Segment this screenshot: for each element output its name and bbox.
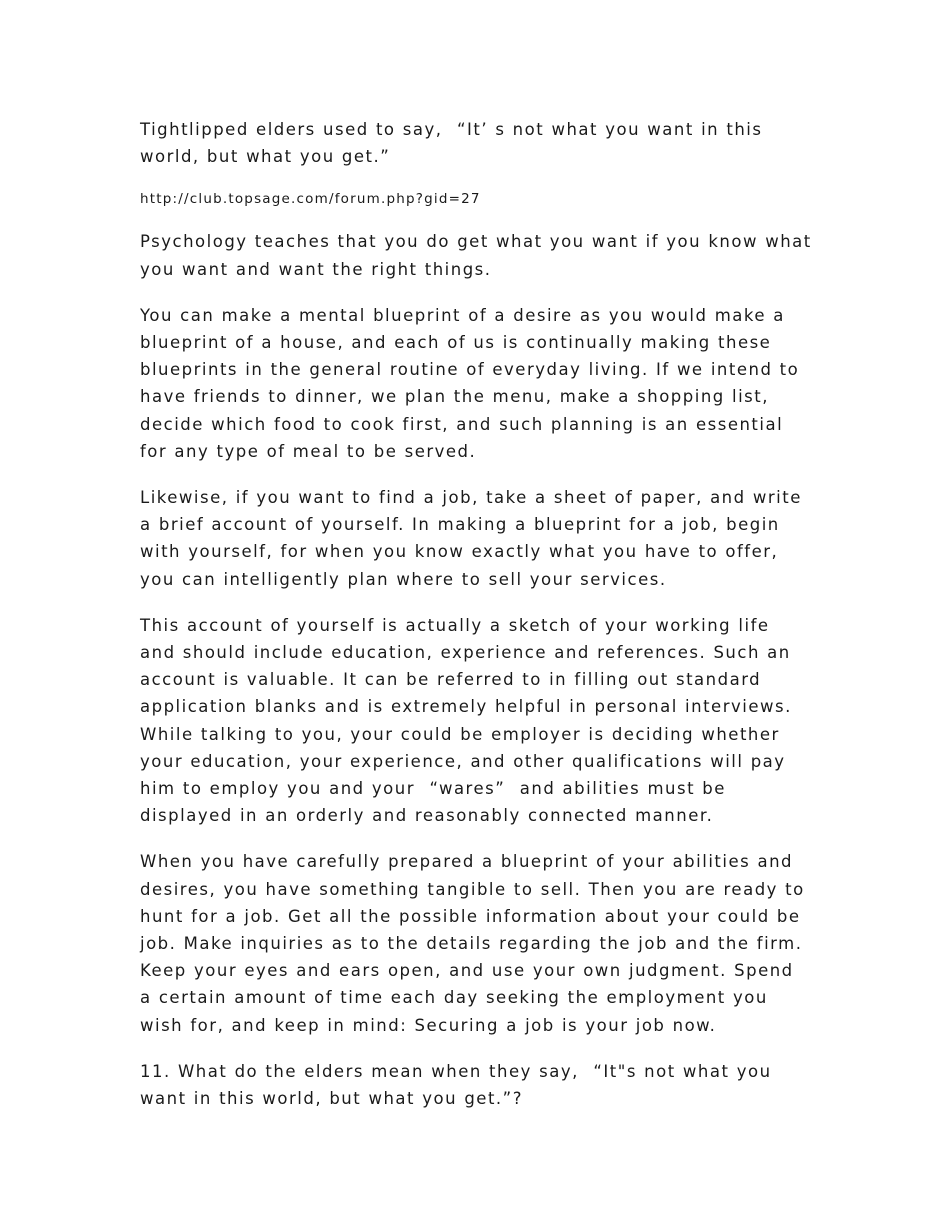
source-url: http://club.topsage.com/forum.php?gid=27 <box>140 191 481 208</box>
paragraph-job-account: Likewise, if you want to find a job, take a sheet of paper, and write a brief account of yourself. In making a blueprint for a job, begin with yourself, for when you know exactly what you have to offer, you can intelligently plan where to sell your services. <box>140 488 802 589</box>
intro-paragraph: Tightlipped elders used to say, “It’ s not what you want in this world, but what you get.” <box>140 120 763 167</box>
document-page <box>140 116 812 1131</box>
paragraph-psychology: Psychology teaches that you do get what you want if you know what you want and want the right things. <box>140 232 812 279</box>
paragraph-blueprint: You can make a mental blueprint of a desire as you would make a blueprint of a house, and each of us is continually making these blueprints in the general routine of everyday living. If we intend to have friends to dinner, we plan the menu, make a shopping list, decide which food to cook first, and such planning is an essential for any type of meal to be served. <box>140 305 800 461</box>
question-11: 11. What do the elders mean when they say, “It"s not what you want in this world, but what you get.”? <box>140 1061 772 1109</box>
paragraph-account-details: This account of yourself is actually a sketch of your working life and should include education, experience and references. Such an account is valuable. It can be referred to in filling out standard application blanks and is extremely helpful in personal interviews. While talking to you, your could be employer is deciding whether your education, your experience, and other qualifications will pay him to employ you and your “wares” and abilities must be displayed in an orderly and reasonably connected manner. <box>140 615 792 826</box>
paragraph-job-hunt: When you have carefully prepared a blueprint of your abilities and desires, you have something tangible to sell. Then you are ready to hunt for a job. Get all the possible information about your could be job. Make inquiries as to the details regarding the job and the firm. Keep your eyes and ears open, and use your own judgment. Spend a certain amount of time each day seeking the employment you wish for, and keep in mind: Securing a job is your job now. <box>140 852 805 1035</box>
